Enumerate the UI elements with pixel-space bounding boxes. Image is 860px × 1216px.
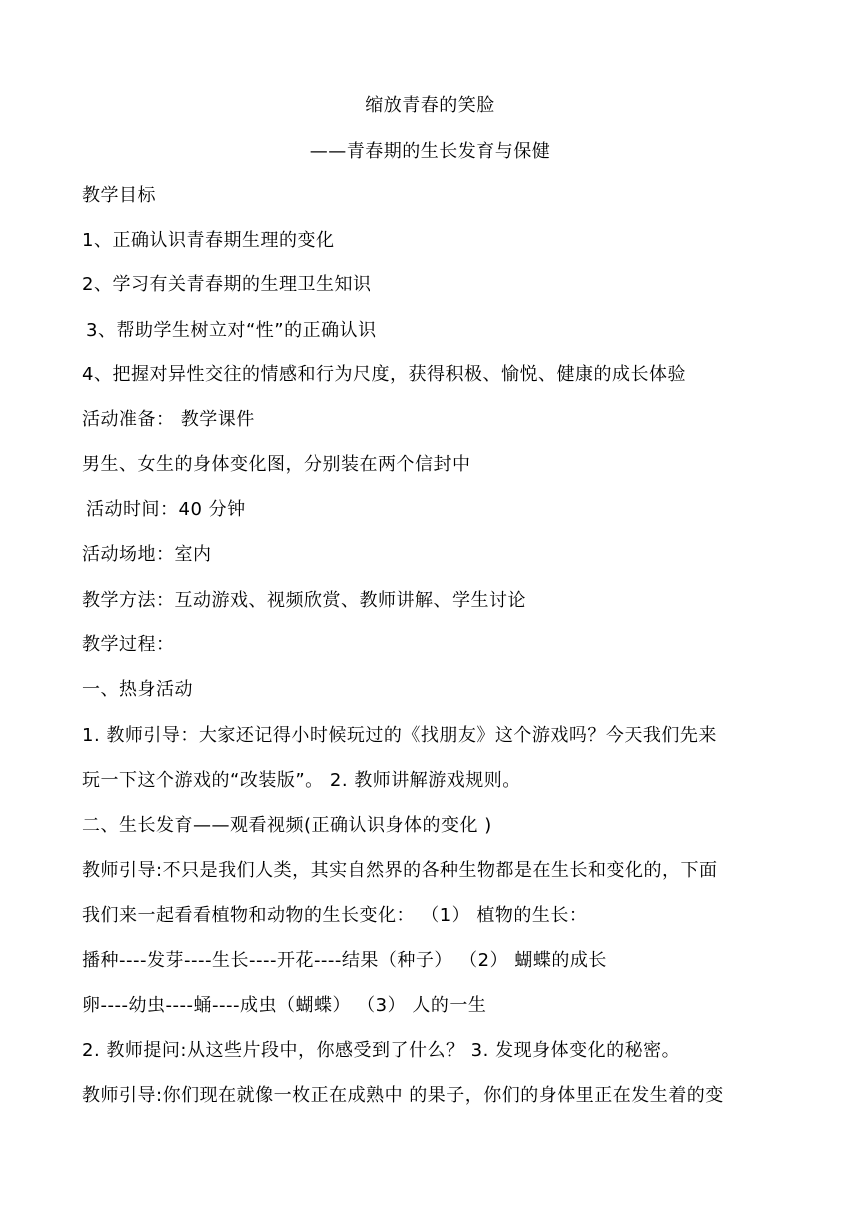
section-growth-heading: 二、生长发育——观看视频(正确认识身体的变化 ) <box>82 815 492 836</box>
activity-preparation: 活动准备： 教学课件 <box>82 409 255 430</box>
paragraph-line: 1. 教师引导：大家还记得小时候玩过的《找朋友》这个游戏吗？今天我们先来 <box>82 725 717 746</box>
document-title: 缩放青春的笑脸 <box>365 95 495 116</box>
activity-time: 活动时间：40 分钟 <box>86 499 246 520</box>
paragraph-line: 教师引导:不只是我们人类，其实自然界的各种生物都是在生长和变化的，下面 <box>82 860 718 881</box>
paragraph-line: 2. 教师提问:从这些片段中，你感受到了什么？ 3. 发现身体变化的秘密。 <box>82 1040 681 1061</box>
objective-item-3: 3、帮助学生树立对“性”的正确认识 <box>86 320 377 341</box>
paragraph-line: 玩一下这个游戏的“改装版”。 2. 教师讲解游戏规则。 <box>82 770 521 791</box>
document-subtitle: ——青春期的生长发育与保健 <box>309 141 551 162</box>
objective-item-4: 4、把握对异性交往的情感和行为尺度，获得积极、愉悦、健康的成长体验 <box>82 364 686 385</box>
objective-item-1: 1、正确认识青春期生理的变化 <box>82 230 335 251</box>
activity-venue: 活动场地：室内 <box>82 544 212 565</box>
section-warmup-heading: 一、热身活动 <box>82 679 193 700</box>
paragraph-line: 播种----发芽----生长----开花----结果（种子） （2） 蝴蝶的成长 <box>82 950 607 971</box>
paragraph-line: 卵----幼虫----蛹----成虫（蝴蝶） （3） 人的一生 <box>82 995 487 1016</box>
teaching-process-heading: 教学过程： <box>82 634 175 655</box>
objective-item-2: 2、学习有关青春期的生理卫生知识 <box>82 274 372 295</box>
section-heading-objectives: 教学目标 <box>82 185 156 206</box>
paragraph-line: 教师引导:你们现在就像一枚正在成熟中 的果子，你们的身体里正在发生着的变 <box>82 1085 724 1106</box>
teaching-methods: 教学方法：互动游戏、视频欣赏、教师讲解、学生讨论 <box>82 590 526 611</box>
preparation-materials: 男生、女生的身体变化图，分别装在两个信封中 <box>82 454 471 475</box>
paragraph-line: 我们来一起看看植物和动物的生长变化： （1） 植物的生长： <box>82 905 588 926</box>
